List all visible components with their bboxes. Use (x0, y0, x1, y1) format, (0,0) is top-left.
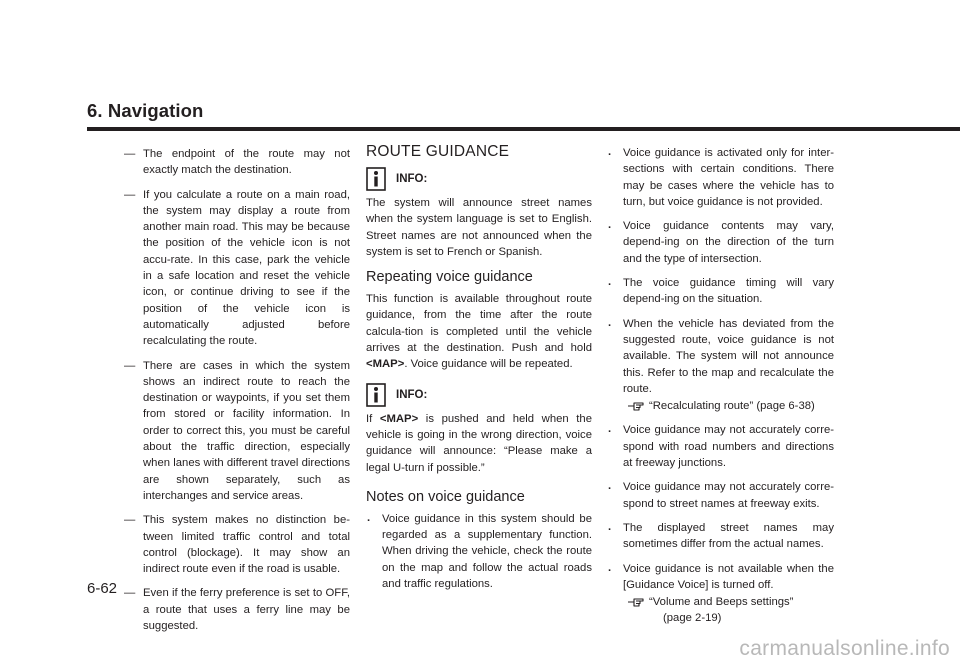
bullet-marker: . (608, 423, 612, 436)
list-item (124, 358, 350, 505)
list-item-text: Voice guidance may not accurately corre-spond with road numbers and directions at freeway junctions. (623, 424, 834, 470)
list-item (607, 218, 834, 267)
list-item-text: The displayed street names may sometimes differ from the actual names. (623, 521, 834, 551)
page-number: 6-62 (87, 580, 118, 597)
list-item-text: The endpoint of the route may not exactly match the destination. (143, 148, 350, 177)
list-item (607, 316, 834, 415)
repeating-text (366, 291, 592, 372)
info-icon (366, 167, 386, 191)
info-text (366, 411, 592, 476)
bullet-marker: . (608, 561, 612, 574)
list-item-text: Voice guidance is activated only for inter-sections with certain conditions. There may be cases where the vehicle has to turn, but voice guidance is not provided. (623, 147, 834, 208)
repeating-text-part: . Voice guidance will be repeated. (404, 358, 573, 371)
bullet-marker: . (608, 480, 612, 493)
info-text-part: is pushed and held when the vehicle is going in the wrong direction, voice guidance will announce: “Please make a legal U-turn if possible.” (366, 412, 592, 474)
list-item (607, 479, 834, 512)
page-reference-text: “Recalculating route” (page 6-38) (649, 400, 815, 413)
dash-marker: — (124, 188, 136, 201)
info-label: INFO: (396, 388, 428, 401)
list-item (124, 187, 350, 350)
bullet-marker: . (608, 146, 612, 158)
list-item (366, 511, 592, 592)
list-item-text: Voice guidance is not available when the [Guidance Voice] is turned off. (623, 562, 834, 591)
section-title: ROUTE GUIDANCE (366, 143, 510, 160)
subsection-title: Repeating voice guidance (366, 269, 533, 286)
info-heading (366, 383, 592, 407)
pointing-hand-icon (627, 399, 645, 412)
info-heading (366, 167, 592, 191)
list-item (124, 512, 350, 577)
bullet-marker: . (608, 316, 612, 329)
watermark: carmanualsonline.info (739, 637, 950, 660)
bullet-marker: . (608, 520, 612, 533)
list-item-text: There are cases in which the system shows an indirect route to reach the destination or waypoints, if you set them from stored or facility information. In order to correct this, you must be careful about the traffic direction, especially when lanes with different travel directions are shown separately, such as interchanges and service areas. (143, 359, 350, 502)
bullet-marker: . (367, 511, 371, 524)
list-item-text: When the vehicle has deviated from the suggested route, voice guidance is not available. The system will not announce this. Refer to the map and recalculate the route. (623, 317, 834, 395)
page-reference-line: “Volume and Beeps settings” (649, 596, 794, 609)
dash-marker: — (124, 587, 136, 600)
list-item (607, 145, 834, 210)
map-button-reference: <MAP> (366, 358, 405, 371)
header-rule (87, 127, 960, 131)
page-reference[interactable] (623, 398, 834, 414)
list-item-text: Voice guidance contents may vary, depend-ing on the direction of the turn and the type of intersection. (623, 220, 834, 265)
list-item-text: Voice guidance may not accurately corre-spond to street names at freeway exits. (623, 481, 834, 510)
map-button-reference: <MAP> (379, 412, 419, 425)
list-item (124, 146, 350, 179)
page-header-title: 6. Navigation (87, 100, 204, 121)
list-item (607, 561, 834, 627)
info-text: The system will announce street names when the system language is set to English. Street names are not announced when the system is set to French or Spanish. (366, 197, 592, 258)
list-item-text: The voice guidance timing will vary depend-ing on the situation. (623, 277, 834, 306)
list-item (124, 585, 350, 634)
list-item (607, 275, 834, 308)
list-item (607, 520, 834, 553)
info-icon (366, 383, 386, 407)
list-item-text: This system makes no distinction be-tween limited traffic control and total control (blockage). It may show an indirect route even if the road is usable. (143, 514, 350, 576)
list-item (607, 422, 834, 471)
page-reference[interactable] (623, 594, 834, 627)
list-item-text: Voice guidance in this system should be regarded as a supplementary function. When driving the vehicle, check the route on the map and follow the actual roads and traffic regulations. (382, 512, 592, 591)
left-column (124, 146, 350, 642)
info-label: INFO: (396, 173, 428, 185)
dash-marker: — (124, 359, 136, 372)
middle-column (366, 143, 592, 600)
pointing-hand-icon (627, 595, 645, 608)
list-item-text: Even if the ferry preference is set to OFF, a route that uses a ferry line may be suggested. (143, 587, 350, 633)
bullet-marker: . (608, 276, 612, 289)
dash-marker: — (124, 148, 136, 160)
info-text-part: If (366, 412, 380, 425)
subsection-title: Notes on voice guidance (366, 488, 525, 505)
page-reference-text (649, 594, 793, 627)
right-column (607, 145, 834, 635)
dash-marker: — (124, 514, 136, 527)
bullet-marker: . (608, 219, 612, 232)
page-reference-line: (page 2-19) (663, 612, 722, 625)
list-item-text: If you calculate a route on a main road, the system may display a route from another main road. This may be because the position of the vehicle icon is not accu-rate. In this case, park the vehicle in a safe location and reset the vehicle icon, or continue driving to see if the position of the vehicle icon is automatically adjusted before recalculating the route. (143, 188, 350, 348)
repeating-text-part: This function is available throughout route guidance, from the time after the route calcula-tion is completed until the vehicle arrives at the destination. Push and hold (366, 293, 592, 355)
